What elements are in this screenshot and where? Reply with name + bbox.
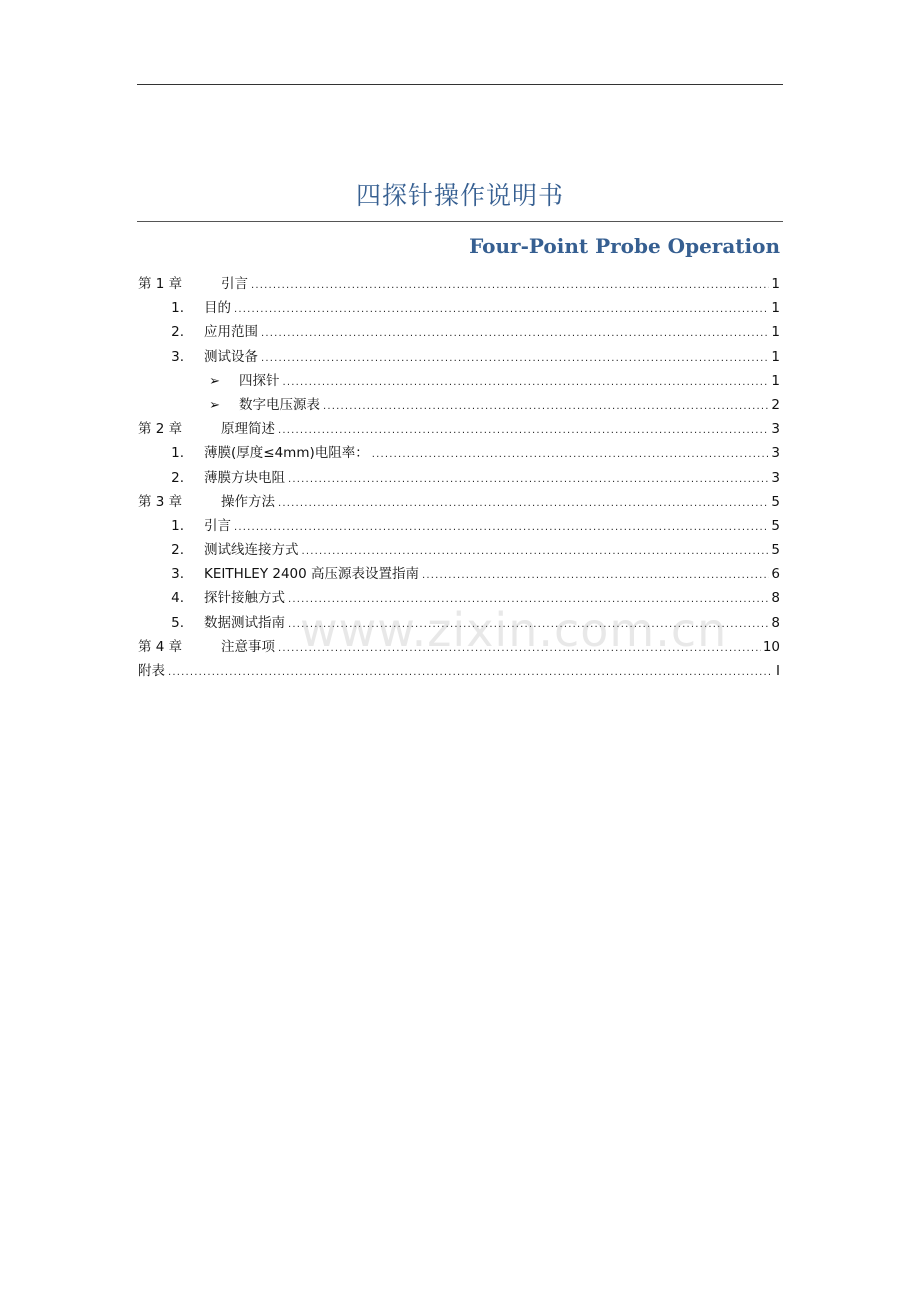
toc-page: 3	[771, 469, 780, 486]
toc-label: 四探针	[239, 372, 280, 389]
toc-page: 1	[771, 372, 780, 389]
toc-page: 2	[771, 396, 780, 413]
toc-label: 操作方法	[221, 493, 275, 510]
toc-number: 2.	[171, 542, 184, 559]
toc-leader	[278, 492, 769, 516]
toc-entry[interactable]	[138, 514, 780, 538]
toc-label: 引言	[204, 517, 231, 534]
toc-leader	[234, 516, 769, 540]
toc-number: 5.	[171, 614, 184, 631]
toc-entry[interactable]	[138, 369, 780, 393]
toc-page: 1	[771, 276, 780, 292]
toc-page: I	[776, 663, 780, 679]
toc-number: 3.	[171, 566, 184, 583]
toc-leader	[278, 419, 769, 443]
toc-leader	[261, 322, 769, 346]
toc-number: 第 4 章	[138, 638, 183, 655]
toc-page: 10	[762, 638, 780, 655]
toc-number: 第 1 章	[138, 276, 183, 292]
toc-page: 1	[771, 348, 780, 365]
toc-number: 1.	[171, 445, 184, 462]
toc-leader	[283, 371, 770, 395]
toc-label: 测试线连接方式	[204, 542, 299, 559]
toc-label: 薄膜(厚度≤4mm)电阻率：	[204, 445, 369, 462]
document-title: 四探针操作说明书	[355, 181, 564, 210]
toc-entry[interactable]	[138, 296, 780, 320]
toc-label: 注意事项	[221, 638, 275, 655]
watermark: www.zixin.com.cn	[300, 603, 728, 657]
toc-page: 3	[771, 445, 780, 462]
toc-entry[interactable]	[138, 538, 780, 562]
toc-entry[interactable]	[138, 490, 780, 514]
toc-label: 应用范围	[204, 324, 258, 341]
toc-label: 附表	[138, 663, 165, 679]
toc-label: 目的	[204, 300, 231, 317]
toc-entry[interactable]	[138, 320, 780, 344]
toc-number: 1.	[171, 300, 184, 317]
toc-label: 数据测试指南	[204, 614, 285, 631]
toc-label: 引言	[221, 276, 248, 292]
toc-page: 1	[771, 324, 780, 341]
toc-entry[interactable]	[138, 393, 780, 417]
toc-leader	[261, 347, 769, 371]
toc-page: 8	[771, 614, 780, 631]
bullet-arrow-icon: ➢	[209, 373, 220, 389]
toc-leader	[288, 468, 769, 492]
toc-page: 1	[771, 300, 780, 317]
toc-number: 2.	[171, 324, 184, 341]
toc-number: 4.	[171, 590, 184, 607]
toc-leader	[234, 298, 769, 322]
toc-page: 5	[771, 517, 780, 534]
toc-label: KEITHLEY 2400 高压源表设置指南	[204, 566, 419, 583]
toc-label: 数字电压源表	[239, 396, 320, 413]
toc-number: 1.	[171, 517, 184, 534]
toc-label: 探针接触方式	[204, 590, 285, 607]
toc-leader	[372, 443, 770, 467]
title-underline	[137, 221, 783, 222]
document-subtitle: Four-Point Probe Operation	[469, 234, 780, 258]
toc-label: 测试设备	[204, 348, 258, 365]
toc-leader	[251, 274, 769, 298]
toc-page: 3	[771, 421, 780, 438]
toc-entry[interactable]	[138, 466, 780, 490]
toc-number: 3.	[171, 348, 184, 365]
toc-entry[interactable]	[138, 345, 780, 369]
toc-page: 8	[771, 590, 780, 607]
toc-entry[interactable]	[138, 562, 780, 586]
toc-label: 薄膜方块电阻	[204, 469, 285, 486]
toc-leader	[422, 564, 769, 588]
toc-page: 5	[771, 542, 780, 559]
toc-entry[interactable]	[138, 441, 780, 465]
toc-leader	[302, 540, 770, 564]
toc-leader	[168, 661, 772, 685]
toc-label: 原理简述	[221, 421, 275, 438]
toc-page: 6	[771, 566, 780, 583]
toc-number: 2.	[171, 469, 184, 486]
toc-entry[interactable]	[138, 272, 780, 296]
toc-leader	[323, 395, 769, 419]
header-rule	[137, 84, 783, 85]
bullet-arrow-icon: ➢	[209, 397, 220, 413]
toc-number: 第 3 章	[138, 493, 183, 510]
toc-entry[interactable]	[138, 417, 780, 441]
toc-number: 第 2 章	[138, 421, 183, 438]
toc-page: 5	[771, 493, 780, 510]
toc-entry[interactable]	[138, 659, 780, 683]
